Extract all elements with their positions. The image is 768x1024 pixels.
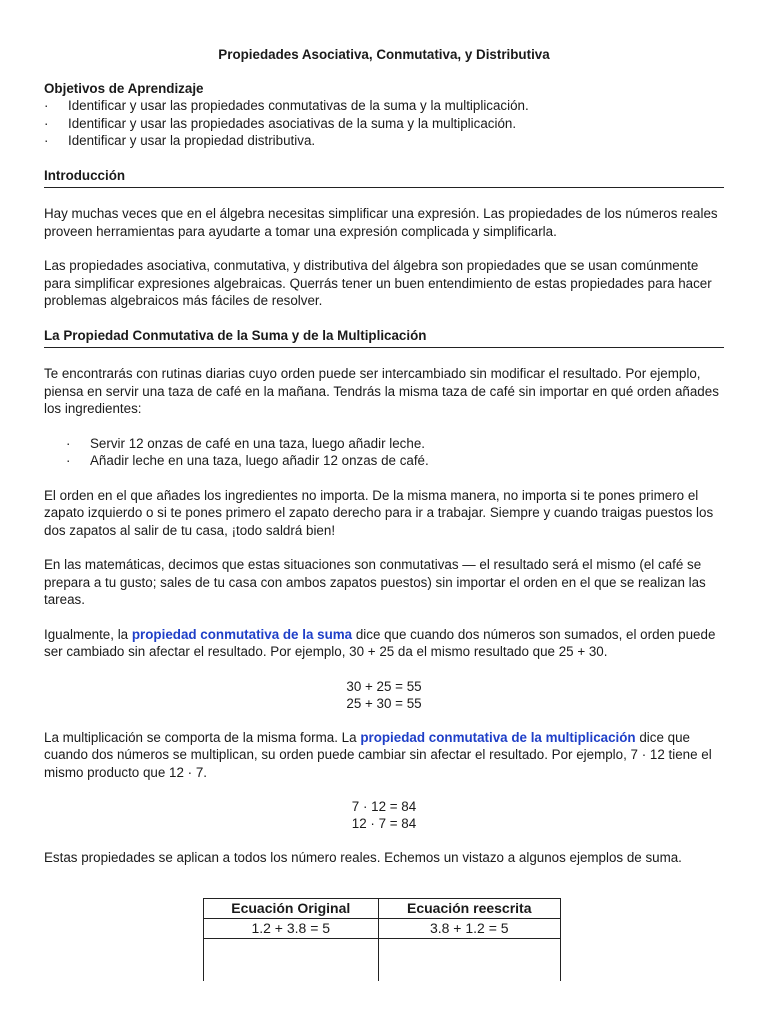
list-item: · Añadir leche en una taza, luego añadir 12 onzas de café. [66,453,429,468]
ingredients-list [44,435,724,470]
objectives-heading: Objetivos de Aprendizaje [44,80,204,96]
intro-paragraph-1: Hay muchas veces que en el álgebra necesitas simplificar una expresión. Las propiedades de los números reales proveen herramientas para ayudarte a tomar una expresión complicada y simplificarla. [44,206,718,239]
bullet-icon: · [66,435,71,451]
commutative-paragraph-2: El orden en el que añades los ingredientes no importa. De la misma manera, no importa si te pones primero el zapato izquierdo o si te pones primero el zapato derecho para ir a trabajar. Siempre y cuando traigas puestos los dos zapatos al salir de tu casa, ¡todo saldrá bien! [44,487,714,538]
table-cell [204,938,379,981]
commutative-heading: La Propiedad Conmutativa de la Suma y de la Multiplicación [44,327,724,349]
commutative-paragraph-3: En las matemáticas, decimos que estas situaciones son conmutativas — el resultado será el mismo (el café se prepara a tu gusto; sales de tu casa con ambos zapatos puestos) sin importar el orden en el que se realizan las tareas. [44,557,706,607]
commutative-paragraph-1: Te encontrarás con rutinas diarias cuyo orden puede ser intercambiado sin modificar el resultado. Por ejemplo, piensa en servir una taza de café en la mañana. Tendrás la misma taza de café sin importar en qué orden añades los ingredientes: [44,366,719,416]
table-row [204,938,561,981]
table-cell: 3.8 + 1.2 = 5 [378,918,561,938]
bullet-icon: · [44,98,49,113]
equation: 25 + 30 = 55 [346,695,422,711]
objectives-list [44,97,724,150]
list-item: · Servir 12 onzas de café en una taza, luego añadir leche. [66,435,425,451]
commutative-mult-paragraph: La multiplicación se comporta de la misma forma. La propiedad conmutativa de la multiplicación dice que cuando dos números se multiplican, su orden puede cambiar sin afectar el resultado. Por ejemplo, 7 · 12 tiene el mismo producto que 12 · 7. [44,729,712,780]
intro-heading: Introducción [44,167,724,189]
sum-equations [44,678,724,712]
list-item: · Identificar y usar las propiedades conmutativas de la suma y la multiplicación. [44,98,529,113]
table-cell [378,938,561,981]
table-header: Ecuación reescrita [378,898,561,918]
highlight-term-mult: propiedad conmutativa de la multiplicación [360,729,636,745]
table-cell: 1.2 + 3.8 = 5 [204,918,379,938]
equation: 12 · 7 = 84 [351,816,417,831]
intro-paragraph-2: Las propiedades asociativa, conmutativa, y distributiva del álgebra son propiedades que se usan comúnmente para simplificar expresiones algebraicas. Querrás tener un buen entendimiento de estas propiedades para hacer problemas algebraicos más fáciles de resolver. [44,258,712,308]
equation: 7 · 12 = 84 [351,799,417,814]
document-page [44,36,724,981]
mult-equations [44,798,724,832]
list-item: · Identificar y usar las propiedades asociativas de la suma y la multiplicación. [44,115,517,131]
bullet-icon: · [44,115,49,131]
page-title: Propiedades Asociativa, Conmutativa, y Distributiva [218,47,550,62]
table-row [204,918,561,938]
highlight-term-sum: propiedad conmutativa de la suma [131,626,353,642]
list-item: · Identificar y usar la propiedad distributiva. [44,133,316,148]
table-header: Ecuación Original [204,898,379,918]
bullet-icon: · [44,133,49,148]
commutative-sum-paragraph: Igualmente, la propiedad conmutativa de la suma dice que cuando dos números son sumados, el orden puede ser cambiado sin afectar el resultado. Por ejemplo, 30 + 25 da el mismo resultado que 25 + 30. [44,626,716,659]
bullet-icon: · [66,453,71,468]
commutative-paragraph-6: Estas propiedades se aplican a todos los número reales. Echemos un vistazo a algunos ejemplos de suma. [44,850,682,865]
examples-table [203,898,561,981]
equation: 30 + 25 = 55 [346,678,422,694]
